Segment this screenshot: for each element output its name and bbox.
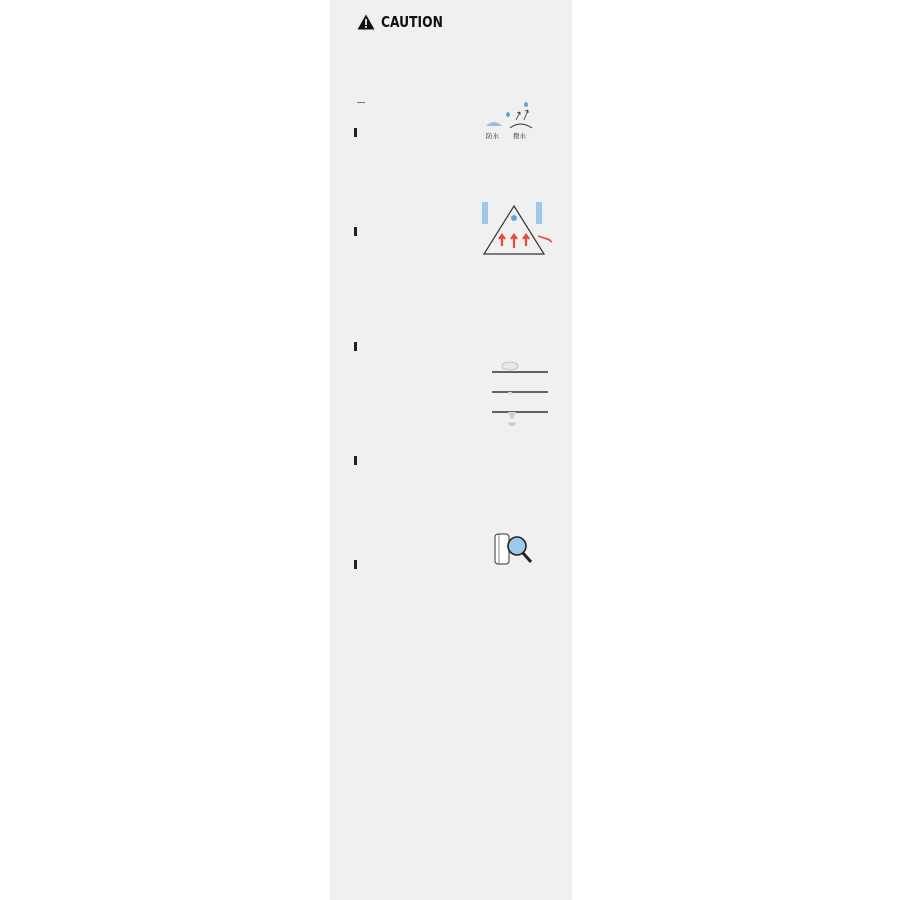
label-repellent: 撥水: [513, 132, 526, 140]
waterproof-repellent-diagram: [480, 100, 540, 142]
inspection-magnifier-icon: [493, 530, 535, 568]
heading-bar: [354, 227, 357, 236]
heading-bar: [354, 560, 357, 569]
caution-title: CAUTION: [381, 13, 443, 31]
intro: [354, 45, 559, 55]
label-waterproof: 防水: [486, 132, 499, 140]
section-heading-handling: [354, 559, 361, 569]
heading-bar: [354, 456, 357, 465]
caution-header: [357, 12, 456, 32]
section-heading-measures: [354, 455, 361, 465]
heading-bar: [354, 342, 357, 351]
section-heading-condensation: [354, 226, 361, 236]
divider-dash: [357, 102, 365, 103]
caution-card: [330, 0, 572, 900]
condensation-tent-diagram: [478, 198, 558, 260]
section-heading-leak: [354, 341, 361, 351]
heading-bar: [354, 128, 357, 137]
leak-seam-diagram: [490, 346, 550, 432]
section-heading-waterproof: [354, 127, 361, 137]
warning-triangle-icon: [357, 14, 375, 30]
